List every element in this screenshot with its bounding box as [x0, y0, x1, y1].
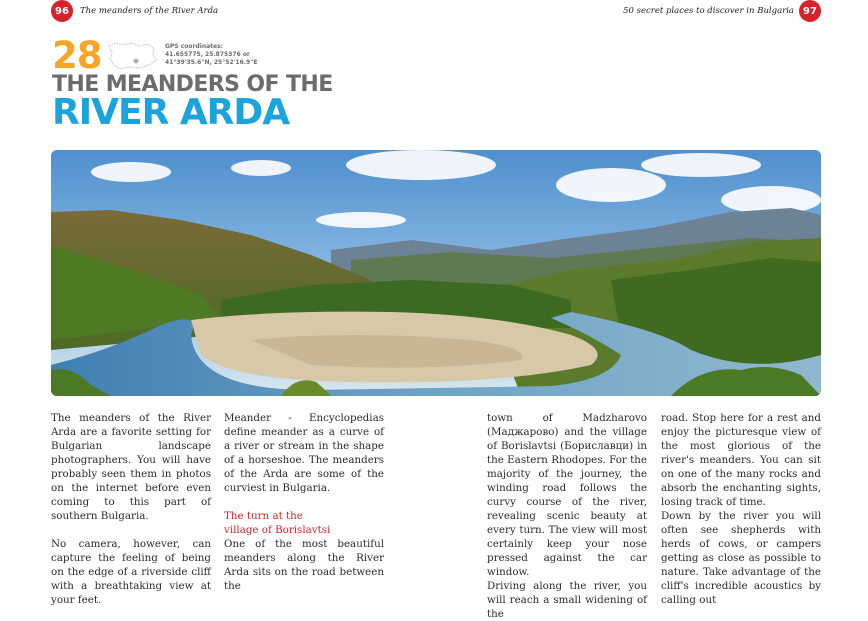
bulgaria-map-icon	[106, 40, 158, 72]
col1-paragraph-2: No camera, however, can capture the feeling of being on the edge of a riverside cliff with a breathtaking view at your feet.	[51, 538, 211, 606]
gps-label: GPS coordinates:	[165, 43, 224, 50]
left-page-number: 96	[51, 0, 73, 22]
left-running-title: The meanders of the River Arda	[80, 6, 219, 16]
right-running-title: 50 secret places to discover in Bulgaria	[623, 6, 794, 16]
gps-coordinates	[165, 43, 257, 67]
subheading-line-2: village of Borislavtsi	[224, 524, 331, 536]
col3-paragraph-2: Driving along the river, you will reach a small widening of the	[487, 580, 647, 620]
river-arda-photo	[51, 150, 821, 396]
title-line-1: THE MEANDERS OF THE	[52, 72, 333, 97]
text-column-3	[487, 411, 647, 621]
col4-paragraph-1: road. Stop here for a rest and enjoy the picturesque view of the most glorious of the river's meanders. You can sit on one of the many rocks and absorb the enchanting sights, losing track of time.	[661, 412, 821, 508]
col2-paragraph-2: One of the most beautiful meanders along the River Arda sits on the road between the	[224, 538, 384, 592]
col3-paragraph-1: town of Madzharovo (Маджарово) and the village of Borislavtsi (Бориславци) in the Eastern Rhodopes. For the majority of the journey, the winding road follows the curvy course of the river, revealing scenic beauty at every turn. The view will most certainly keep your nose pressed against the car window.	[487, 412, 647, 578]
text-column-2	[224, 411, 384, 593]
text-column-4	[661, 411, 821, 607]
gps-decimal: 41.655775, 25.875376 or	[165, 51, 250, 58]
right-page-number: 97	[799, 0, 821, 22]
col1-paragraph-1: The meanders of the River Arda are a favorite setting for Bulgarian landscape photographers. You will have probably seen them in photos on the internet before even coming to this part of southern Bulgaria.	[51, 412, 211, 522]
gps-dms: 41°39'35.6"N, 25°52'16.9"E	[165, 59, 258, 66]
col2-paragraph-1: Meander - Encyclopedias define meander as a curve of a river or stream in the shape of a horseshoe. The meanders of the Arda are some of the curviest in Bulgaria.	[224, 412, 384, 494]
title-line-2: RIVER ARDA	[52, 92, 290, 133]
entry-number: 28	[52, 34, 102, 77]
col4-paragraph-2: Down by the river you will often see shepherds with herds of cows, or campers getting as close as possible to nature. Take advantage of the cliff's incredible acoustics by calling out	[661, 510, 821, 606]
subheading-line-1: The turn at the	[224, 510, 303, 522]
text-column-1	[51, 411, 211, 607]
